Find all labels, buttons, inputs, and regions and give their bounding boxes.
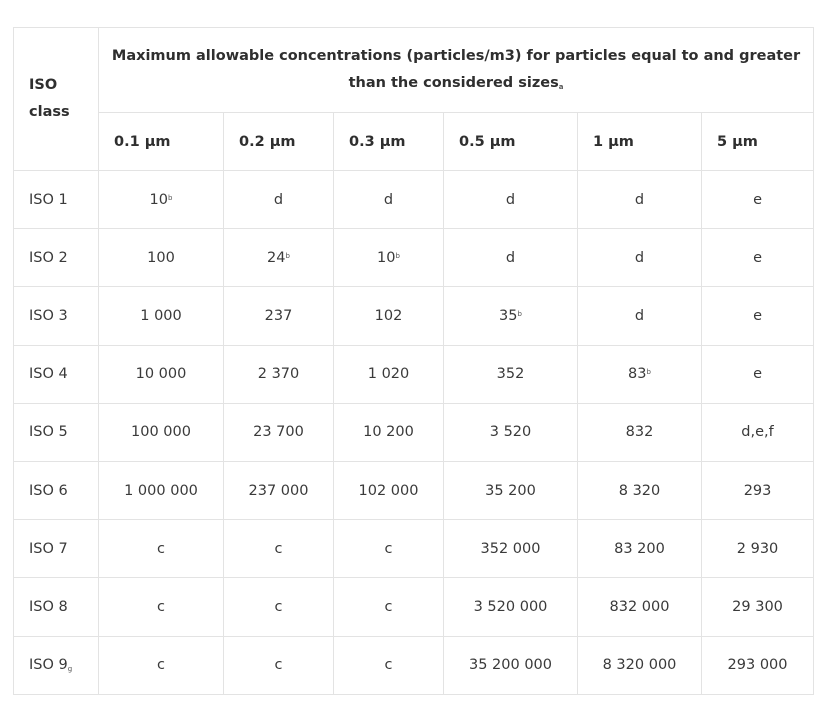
concentration-cell — [99, 229, 224, 287]
concentration-cell — [224, 636, 334, 694]
concentration-value: 2 930 — [736, 540, 779, 557]
concentration-value: 3 520 000 — [473, 598, 548, 615]
concentration-cell — [578, 345, 702, 403]
concentration-cell — [702, 229, 814, 287]
header-row-main — [14, 28, 814, 113]
iso-class-cell — [14, 345, 99, 403]
size-header-0.5: 0.5 µm — [444, 113, 578, 171]
concentration-value: 23 700 — [253, 424, 304, 441]
concentration-value: e — [753, 249, 762, 266]
concentration-cell — [99, 578, 224, 636]
concentration-cell — [578, 229, 702, 287]
concentration-cell — [578, 461, 702, 519]
concentration-value: 100 000 — [131, 424, 191, 441]
table-row — [14, 287, 814, 345]
iso-class-cell — [14, 171, 99, 229]
iso-class-label: ISO 2 — [29, 249, 68, 266]
concentration-cell — [224, 287, 334, 345]
iso-class-cell — [14, 287, 99, 345]
concentration-value: 35 — [499, 307, 518, 324]
concentration-cell — [99, 287, 224, 345]
iso-class-cell — [14, 229, 99, 287]
concentration-cell — [444, 403, 578, 461]
concentration-cell — [334, 171, 444, 229]
concentration-value: c — [157, 657, 165, 674]
iso-class-label: ISO 7 — [29, 540, 68, 557]
concentration-value: 8 320 000 — [602, 657, 677, 674]
concentration-cell — [578, 636, 702, 694]
concentration-cell — [578, 287, 702, 345]
concentration-cell — [578, 171, 702, 229]
header-row-sizes — [14, 113, 814, 171]
concentration-value: e — [753, 366, 762, 383]
concentration-cell — [702, 345, 814, 403]
concentration-cell — [334, 229, 444, 287]
concentration-cell — [334, 403, 444, 461]
concentration-cell — [444, 287, 578, 345]
concentration-cell — [99, 520, 224, 578]
concentration-cell — [99, 461, 224, 519]
concentration-cell — [444, 578, 578, 636]
concentration-value: 10 — [149, 191, 168, 208]
concentration-cell — [334, 345, 444, 403]
concentration-value: 352 000 — [480, 540, 541, 557]
concentration-header-text: Maximum allowable concentrations (particles/m3) for particles equal to and greater than the considered sizes — [111, 48, 801, 91]
concentration-value: 832 000 — [609, 598, 670, 615]
concentration-cell — [224, 520, 334, 578]
concentration-cell — [224, 171, 334, 229]
iso-class-label: ISO 8 — [29, 598, 68, 615]
concentration-value: 102 — [374, 307, 403, 324]
table-row — [14, 520, 814, 578]
concentration-value: 10 — [377, 249, 396, 266]
size-header-1: 1 µm — [578, 113, 702, 171]
iso-classification-table — [13, 27, 814, 695]
concentration-cell — [99, 171, 224, 229]
table-row — [14, 403, 814, 461]
concentration-cell — [702, 403, 814, 461]
concentration-value: e — [753, 191, 762, 208]
concentration-value: 237 — [264, 307, 293, 324]
iso-class-label: ISO 1 — [29, 191, 68, 208]
concentration-cell — [444, 229, 578, 287]
concentration-value: 1 000 000 — [124, 482, 198, 499]
concentration-value: d — [634, 191, 645, 208]
iso-class-label: ISO 3 — [29, 307, 68, 324]
concentration-value: 29 300 — [732, 598, 783, 615]
concentration-value: c — [157, 598, 165, 615]
concentration-value: c — [274, 657, 283, 674]
concentration-value: 35 200 — [485, 482, 536, 499]
concentration-cell — [334, 520, 444, 578]
concentration-value: c — [274, 598, 283, 615]
size-header-0.2: 0.2 µm — [224, 113, 334, 171]
concentration-value: 1 000 — [140, 307, 182, 324]
concentration-value: 102 000 — [358, 482, 419, 499]
concentration-value: c — [384, 657, 393, 674]
concentration-cell — [444, 636, 578, 694]
concentration-value: 352 — [496, 366, 525, 383]
concentration-cell — [702, 461, 814, 519]
iso-class-label: ISO 6 — [29, 482, 68, 499]
footnote-marker: b — [168, 193, 173, 202]
concentration-value: c — [274, 540, 283, 557]
concentration-cell — [578, 520, 702, 578]
concentration-cell — [224, 229, 334, 287]
concentration-value: d — [383, 191, 394, 208]
concentration-value: 83 — [628, 366, 647, 383]
iso-class-label: ISO 9 — [29, 657, 68, 674]
concentration-cell — [444, 520, 578, 578]
iso-class-header: ISO class — [14, 28, 99, 171]
concentration-value: d — [505, 249, 516, 266]
concentration-cell — [702, 520, 814, 578]
concentration-cell — [224, 345, 334, 403]
table-row — [14, 636, 814, 694]
concentration-cell — [702, 171, 814, 229]
table-row — [14, 229, 814, 287]
concentration-cell — [334, 578, 444, 636]
footnote-marker: b — [517, 309, 522, 318]
concentration-cell — [334, 461, 444, 519]
concentration-cell — [334, 636, 444, 694]
iso-class-label: ISO 5 — [29, 424, 68, 441]
table-row — [14, 578, 814, 636]
concentration-cell — [224, 578, 334, 636]
concentration-value: d — [634, 249, 645, 266]
concentration-value: 1 020 — [367, 366, 410, 383]
concentration-cell — [99, 636, 224, 694]
iso-class-cell — [14, 636, 99, 694]
iso-class-cell — [14, 461, 99, 519]
table-row — [14, 345, 814, 403]
concentration-value: 10 000 — [135, 366, 187, 383]
size-header-0.1: 0.1 µm — [99, 113, 224, 171]
concentration-cell — [444, 461, 578, 519]
concentration-cell — [702, 578, 814, 636]
concentration-value: c — [157, 540, 165, 557]
footnote-marker: b — [285, 251, 290, 260]
size-header-5: 5 µm — [702, 113, 814, 171]
concentration-cell — [702, 636, 814, 694]
table-row — [14, 461, 814, 519]
footnote-marker: g — [67, 665, 73, 674]
concentration-value: d,e,f — [741, 424, 774, 441]
concentration-cell — [99, 345, 224, 403]
concentration-header — [99, 28, 814, 113]
concentration-cell — [578, 578, 702, 636]
concentration-value: d — [634, 307, 645, 324]
footnote-marker: b — [395, 251, 400, 260]
concentration-cell — [224, 461, 334, 519]
concentration-value: 293 000 — [727, 657, 788, 674]
concentration-cell — [334, 287, 444, 345]
concentration-value: 35 200 000 — [468, 657, 553, 674]
concentration-value: 83 200 — [614, 540, 665, 557]
iso-class-cell — [14, 520, 99, 578]
concentration-cell — [444, 345, 578, 403]
concentration-value: 293 — [743, 482, 772, 499]
iso-class-cell — [14, 578, 99, 636]
concentration-cell — [99, 403, 224, 461]
concentration-value: 2 370 — [257, 366, 300, 383]
concentration-value: 24 — [267, 249, 286, 266]
concentration-value: 100 — [147, 249, 175, 266]
footnote-marker: b — [646, 368, 651, 377]
concentration-value: c — [384, 598, 393, 615]
concentration-header-footnote: a — [558, 83, 564, 91]
concentration-value: e — [753, 307, 762, 324]
concentration-value: 8 320 — [618, 482, 661, 499]
concentration-value: 832 — [625, 424, 654, 441]
iso-class-label: ISO 4 — [29, 366, 68, 383]
concentration-value: c — [384, 540, 393, 557]
concentration-value: 10 200 — [363, 424, 414, 441]
table-row — [14, 171, 814, 229]
concentration-value: 3 520 — [489, 424, 532, 441]
concentration-value: d — [273, 191, 284, 208]
concentration-value: d — [505, 191, 516, 208]
concentration-cell — [578, 403, 702, 461]
concentration-value: 237 000 — [248, 482, 309, 499]
concentration-cell — [444, 171, 578, 229]
concentration-cell — [224, 403, 334, 461]
concentration-cell — [702, 287, 814, 345]
iso-class-cell — [14, 403, 99, 461]
size-header-0.3: 0.3 µm — [334, 113, 444, 171]
